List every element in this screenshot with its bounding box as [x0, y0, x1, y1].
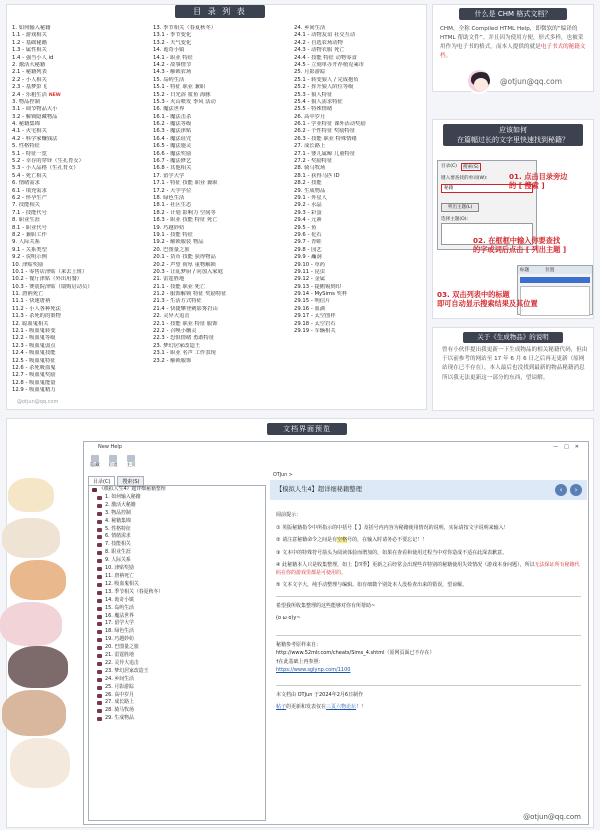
toc-item: 12.3 - 吸血鬼弱点 [12, 342, 56, 349]
toc-item: 29.5 - 鱼 [294, 224, 317, 231]
watermark: @otjun@qq.com [17, 399, 59, 405]
toc-item: 6.2 - 怀孕生产 [12, 194, 47, 201]
toc-item: 23.1 - 职业 名声 工作表现 [153, 350, 216, 357]
toc-item: 12.7 - 吸血鬼奖励 [12, 372, 56, 379]
tree-item[interactable]: 12. 吸血鬼相关 [89, 581, 265, 589]
toc-column-1 [12, 25, 150, 395]
tree-item[interactable]: 20. 巴图量之旅 [89, 644, 265, 652]
tree-item[interactable]: 13. 季节相关（春夏秋冬） [89, 589, 265, 597]
cat-illustration [0, 468, 78, 803]
toc-item: 4. 秘籍集锦 [12, 121, 40, 128]
toc-item: 27.2 - 奖励特征 [294, 158, 333, 165]
toc-item: 29.17 - 太空图样 [294, 313, 336, 320]
toc-item: 12.6 - 杀死吸血鬼 [12, 364, 56, 371]
toc-item: 10.3 - 赛震院津贴（瑞购启动员） [12, 283, 93, 290]
date-text: 本文档由 OTJun 于2024年2月6日制作 [276, 691, 364, 698]
toc-item: 24.2 - 自选农场动物 [294, 39, 343, 46]
toc-item: 24. 乡间生活 [294, 25, 326, 31]
note-3: ③ 文本中的特殊符号箭头为阅读体验而增加的，如果在查看和使用过程当中对你造成不适在此深表歉意。 [276, 549, 508, 556]
tree-item[interactable]: 11. 唐衲死亡 [89, 573, 265, 581]
preview-title: 文档界面预览 [267, 423, 347, 435]
content-heading: 【模拟人生4】超详细秘籍整理 [276, 486, 362, 493]
toc-item: 25.4 - 狼人需求特征 [294, 98, 343, 105]
ref-note: †在此基础上再参照： [276, 658, 324, 665]
toc-item: 23.2 - 解锁服饰 [153, 357, 192, 364]
toc-item: 24.4 - 技能 特征 动物零食 [294, 54, 357, 61]
toc-title: 目 录 列 表 [175, 5, 265, 18]
toc-item: 16.5 - 魔法施灵 [153, 143, 192, 150]
toc-item: 26.2 - 个性特征 奖励特征 [294, 128, 356, 135]
tree-item[interactable]: 10. 津贴奖励 [89, 565, 265, 573]
col-title: 标题 [520, 268, 530, 273]
toc-item: 8.2 - 兼职工作 [12, 231, 47, 238]
toc-item: 10.1 - 零售店津贴（来去上班） [12, 268, 88, 275]
toc-panel [6, 4, 427, 410]
toc-item: 15.2 - 日光浴 鲨鱼 海豚 [153, 91, 211, 98]
toc-item: 24.1 - 动物友谊 社交互动 [294, 32, 356, 39]
tree-root[interactable]: 《模拟人生4》超详细秘籍整理 [89, 486, 265, 494]
toc-item: 12.5 - 吸血鬼特征 [12, 357, 56, 364]
ref-title: 秘籍参考原样来自： [276, 641, 322, 648]
toc-item: 29.4 - 元素 [294, 217, 322, 224]
toc-item: 21. 雷霆胜地 [153, 276, 185, 283]
toc-item: 24.3 - 动物衣服 死亡 [294, 47, 345, 54]
toc-item: 20.1 - 货币 技能 获得物品 [153, 254, 216, 261]
help-toolbar [84, 452, 588, 468]
toc-item: 20.2 - 声望 荷厚 重物解锁 [153, 261, 216, 268]
toc-item: 29.12 - 金属 [294, 276, 326, 283]
toc-item: 5.2 - 幸存的穿铎（生孔育女） [12, 158, 84, 165]
toc-item: 12.8 - 吸血鬼能量 [12, 379, 56, 386]
toc-item: 18.2 - 计划 影响力 空间等 [153, 209, 216, 216]
toc-item: 14.3 - 解锁农场 [153, 69, 192, 76]
toc-item: 29.19 - 车辆相关 [294, 328, 336, 335]
tree-item[interactable]: 3. 物品控制 [89, 510, 265, 518]
toc-item: 3.1 - 调节物品大小 [12, 106, 58, 113]
author-avatar [466, 68, 492, 94]
face-text: (o ω o)y~ [276, 615, 301, 621]
selected-result[interactable] [520, 277, 590, 283]
toc-item: 2.2 - 小人相关 [12, 76, 47, 83]
toc-item: 27.1 - 婴儿属鲸 儿童特征 [294, 150, 356, 157]
toc-item: 16.2 - 魔法等级 [153, 121, 192, 128]
search-label: 键入要查找的单词(W): [441, 176, 488, 181]
toc-item: 15. 岛屿生活 [153, 76, 185, 83]
toc-item: 29.1 - 外星人 [294, 194, 327, 201]
back-arrow-icon[interactable]: ‹ [555, 484, 567, 496]
toc-item: 29.7 - 青蛙 [294, 239, 322, 246]
toc-item: 2.4 - 乐租生活 NEW [12, 91, 61, 98]
author-watermark: @otjun@qq.com [500, 77, 563, 86]
toc-item: 16.8 - 其他相关 [153, 165, 192, 172]
toc-item: 5.1 - 特征一览 [12, 150, 47, 157]
select-topic-label: 选择主题(O): [441, 217, 469, 222]
toc-item: 9.2 - 说明示例 [12, 254, 47, 261]
tab-search[interactable]: 搜索(S) [462, 165, 479, 170]
toc-item: 2.1 - 秘籍列表 [12, 69, 47, 76]
toc-item: 16.6 - 魔法奖励 [153, 150, 192, 157]
toc-item: 29.11 - 昆虫 [294, 268, 326, 275]
toc-item: 21.2 - 服饰解锁 特征 奖励特征 [153, 291, 227, 298]
toc-item: 29.10 - 草药 [294, 261, 326, 268]
toc-item: 9.1 - 关系类型 [12, 246, 47, 253]
toc-column-2 [153, 25, 291, 365]
toc-item: 25.1 - 转变狼人 / 完成抱负 [294, 76, 359, 83]
toc-item: 3.2 - 解锁隐藏物品 [12, 113, 58, 120]
tree-item[interactable]: 4. 秘籍集锦 [89, 518, 265, 526]
toc-item: 10.2 - 餐厅津贴（外出用餐） [12, 276, 83, 283]
toc-item: 18.3 - 职业 技能 特征 死亡 [153, 217, 218, 224]
tree-item[interactable]: 18. 绿色生活 [89, 628, 265, 636]
tree-item[interactable]: 15. 岛屿生活 [89, 605, 265, 613]
search-guide-title: 应该如何 在篇幅过长的文字里快速找到秘籍？ [443, 124, 583, 146]
toc-item: 6.1 - 填充需求 [12, 187, 47, 194]
toc-item: 11.3 - 杀死的的策物 [12, 313, 61, 320]
col-location: 位置 [545, 268, 555, 273]
about-panel [432, 327, 594, 411]
toc-item: 16.1 - 魔法击杀 [153, 113, 192, 120]
toc-item: 23. 梦幻居家改造王 [153, 342, 201, 349]
tree-item[interactable]: 8. 职业生涯 [89, 549, 265, 557]
toc-item: 17. 留学大学 [153, 172, 185, 179]
tab-contents[interactable]: 目录(C) [441, 164, 457, 169]
toc-item: 12.4 - 吸血鬼技能 [12, 350, 56, 357]
chm-text: CHM，全称 Compiled HTML Help，即微软的“编译的 HTML 帮助文件”。并且因为使用方便，形式多样，也被采用作为电子书的格式。而本人提供的就是电子书式的秘籍文档。 [440, 26, 586, 59]
toc-item: 1. 如何输入秘籍 [12, 25, 51, 31]
toc-item: 17.2 - 大学学位 [153, 187, 192, 194]
chm-title: 什么是 CHM 格式文档？ [459, 8, 567, 20]
content-breadcrumb: OTJun > [273, 473, 293, 478]
tree-item[interactable]: 26. 高中岁月 [89, 692, 265, 700]
tree-item[interactable]: 17. 留学大学 [89, 620, 265, 628]
toc-item: 21.3 - 生活方式特征 [153, 298, 202, 305]
toc-item: 25.5 - 特殊情绪 [294, 106, 333, 113]
tree-item[interactable]: 19. 巧越妙妨 [89, 636, 265, 644]
tree-item[interactable]: 25. 月影游踪 [89, 684, 265, 692]
tree-item[interactable]: 2. 激活大秘籍 [89, 502, 265, 510]
toc-item: 22.1 - 技能 职业 特征 服饰 [153, 320, 218, 327]
toc-item: 17.1 - 特征 技能 职业 兼职 [153, 180, 218, 187]
contents-tree[interactable] [88, 485, 266, 821]
window-controls[interactable]: —□✕ [553, 444, 585, 450]
toc-item: 4.2 - 科学家赚钱法 [12, 135, 58, 142]
forward-arrow-icon[interactable]: › [570, 484, 582, 496]
toc-item: 2. 激活大秘籍 [12, 61, 46, 68]
tree-item[interactable]: 24. 乡间生活 [89, 676, 265, 684]
toc-item: 14. 诡奇小镇 [153, 47, 185, 54]
toc-item: 12. 聪血鬼相关 [12, 320, 49, 327]
toc-item: 16. 魔法世界 [153, 106, 185, 113]
toc-item: 11.1 - 快速唐衲 [12, 298, 51, 305]
toc-item: 8. 职业生涯 [12, 217, 40, 224]
toc-item: 12.1 - 吸血鬼转变 [12, 328, 56, 335]
toc-item: 16.3 - 魔法津贴 [153, 128, 192, 135]
note-2: ② 请注意秘籍命令之间是有空格号的，在输入时请务必不要忘记！！ [276, 537, 428, 543]
toc-item: 13.1 - 季节变化 [153, 32, 192, 39]
toc-item: 15.1 - 特征 职业 兼职 [153, 84, 206, 91]
about-text: 曾有小伙伴提出我更新一下生成物品的相关秘籍代码，但由于以前参考的网站至 17 年 6 月 6 日之后再无更新（原网站现在已不存在），本人最后也没找到最新的物品秘籍消息所以我无法更新这一部分的东西，望谅解。 [442, 347, 588, 381]
toc-item: 13.2 - 天气变化 [153, 39, 192, 46]
toc-item: 29.2 - 水晶 [294, 202, 322, 209]
toc-item: 29.14 - MySims 奖杯 [294, 291, 348, 298]
help-content [270, 472, 587, 821]
note-4: ④ 此秘籍本人只是收集整理，如上【四季】更新之后经常会出现些许特别的秘籍使用失效情况（游戏本身问题），所以无法保证所有秘籍代码在你的游戏里都是可使用的。 [276, 562, 580, 576]
toc-item: 19.1 - 技能 特征 [153, 231, 193, 238]
search-guide-panel [432, 119, 594, 319]
tree-item[interactable]: 27. 成长路上 [89, 699, 265, 707]
toolbar-button[interactable]: 后退 [106, 455, 120, 468]
toc-item: 20.3 - 让乱梦厨 / 向加入家庭 [153, 268, 223, 275]
toc-item: 27. 成长路上 [294, 143, 326, 150]
update-text: 帖子的更新和发表仅在三页六物论坛！！ [276, 704, 367, 710]
toc-item: 26.1 - 学业特征 课外活动奖励 [294, 121, 366, 128]
content-body [270, 500, 587, 721]
toc-item: 7. 技能相关 [12, 202, 40, 209]
tree-item[interactable]: 6. 情绪需求 [89, 533, 265, 541]
toc-item: 29.3 - 彩蛋 [294, 209, 322, 216]
tree-item[interactable]: 14. 诡奇小镇 [89, 597, 265, 605]
toc-item: 29.9 - 矗洞 [294, 254, 322, 261]
tree-item[interactable]: 22. 灵异大追击 [89, 660, 265, 668]
toolbar-icon [127, 455, 135, 462]
toc-item: 3. 物品控制 [12, 98, 40, 105]
tree-item[interactable]: 28. 骑马牧场 [89, 707, 265, 715]
toc-item: 19.2 - 解锁服装 物品 [153, 239, 204, 246]
toc-item: 16.7 - 魔法修艺 [153, 158, 192, 165]
toolbar-icon [109, 455, 117, 462]
toc-item: 29.16 - 血滴 [294, 305, 326, 312]
toc-item: 26. 高中岁月 [294, 113, 326, 120]
toc-item: 8.1 - 职业代号 [12, 224, 47, 231]
toc-item: 12.2 - 吸血鬼等级 [12, 335, 56, 342]
toc-item: 10. 津贴奖励 [12, 261, 44, 268]
toc-item: 25.3 - 狼人特征 [294, 91, 333, 98]
tab-search[interactable]: 搜索(S) [117, 476, 144, 487]
tree-item[interactable]: 29. 生成物品 [89, 715, 265, 723]
help-titlebar [84, 442, 588, 452]
toc-item: 9. 人际关系 [12, 239, 40, 246]
callout-step-2: 02. 在框框中输入你要查找 的字或词后点击 [ 列出主题 ] [473, 236, 567, 254]
about-title: 关于《生成物品》的说明 [463, 332, 563, 343]
ref-link-1: http://www.52mlr.com/cheats/Sims_4.shtml（原网页面已不存在） [276, 650, 435, 656]
new-badge: NEW [48, 92, 61, 98]
bottom-watermark: @otjun@qq.com [523, 813, 581, 821]
toolbar-button[interactable]: 主页 [124, 455, 138, 468]
toc-item: 4.1 - 火宅相关 [12, 128, 47, 135]
toc-item: 21.1 - 技能 职业 死亡 [153, 283, 206, 290]
preview-section [6, 418, 594, 828]
toc-item: 28. 骑马牧场 [294, 165, 326, 172]
toc-item: 22. 灵异大追击 [153, 313, 190, 320]
callout-step-1: 01. 点击目录旁边 的 [ 搜索 ] [509, 172, 568, 190]
toc-item: 16.4 - 魔法诅咒 [153, 135, 192, 142]
tree-item[interactable]: 5. 性格特征 [89, 526, 265, 534]
toc-item: 5. 性格特征 [12, 143, 40, 150]
toc-item: 1.3 - 属性相关 [12, 47, 47, 54]
tree-item[interactable]: 7. 技能相关 [89, 541, 265, 549]
toc-item: 13. 季节相关（春夏秋冬） [153, 25, 217, 31]
toc-item: 6. 情绪需求 [12, 180, 40, 187]
toc-item: 19. 巧越妙妨 [153, 224, 185, 231]
toc-item: 26.3 - 技能 职业 特殊情绪 [294, 135, 357, 142]
toc-item: 22.2 - 召唤小幽灵 [153, 328, 197, 335]
window-title: New Help [98, 444, 122, 450]
search-input[interactable]: 秘籍 [441, 184, 533, 193]
toc-item: 12.9 - 吸血鬼精力 [12, 387, 56, 394]
callout-step-3: 03. 双击列表中的标题 即可自动显示搜索结果及其位置 [437, 290, 538, 308]
toc-item: 29.15 - 明信片 [294, 298, 331, 305]
toc-item: 18.1 - 社区生态 [153, 202, 192, 209]
note-5: ⑤ 文本文字大，纯手动整理与编辑。如有细微个别处本人没检查出来的错误，望谅解。 [276, 582, 468, 588]
toc-item: 22.3 - 恐惧情绪 勇敢特征 [153, 335, 215, 342]
help-window [83, 441, 589, 825]
toc-item: 24.5 - 立刻单办开荐植克乘市 [294, 61, 365, 68]
toc-item: 11. 唐衲死亡 [12, 291, 44, 298]
tree-item[interactable]: 16. 魔法世界 [89, 613, 265, 621]
toc-item: 29.8 - 园艺 [294, 246, 322, 253]
toc-item: 28.2 - 技能 [294, 180, 322, 187]
toc-item: 21.4 - 快捷攀登刺影雾岩山 [153, 305, 218, 312]
tree-item[interactable]: 9. 人际关系 [89, 557, 265, 565]
toc-item: 29.6 - 化石 [294, 231, 322, 238]
toc-item: 7.1 - 技能代号 [12, 209, 47, 216]
read-title: 阅前提示： [276, 512, 302, 518]
list-topics-button[interactable]: 列出主题(L) [441, 203, 479, 212]
toolbar-button[interactable]: 隐藏 [88, 455, 102, 468]
tab-contents[interactable]: 目录(C) [88, 476, 115, 487]
toc-item: 29. 生成物品 [294, 187, 326, 194]
toc-item: 15.3 - 火山喷发 季风 活动 [153, 98, 216, 105]
toc-item: 20. 巴图量之旅 [153, 246, 190, 253]
content-banner [270, 480, 587, 500]
wish-text: 希望我所收集整理的这些能够对你有所帮助~ [276, 602, 376, 609]
toc-item: 1.1 - 游戏相关 [12, 32, 47, 39]
toc-item: 18. 绿色生活 [153, 194, 185, 201]
toc-item: 25.2 - 挥升狼人阶位等级 [294, 84, 354, 91]
toc-column-3 [294, 25, 426, 335]
toc-item: 28.1 - 获得马匹 ID [294, 172, 340, 179]
tree-item[interactable]: 21. 雷霆胜地 [89, 652, 265, 660]
toc-item: 29.18 - 太空岩石 [294, 320, 336, 327]
tree-item[interactable]: 1. 如何输入秘籍 [89, 494, 265, 502]
note-1: ① 英版秘籍指令中所指示的中括号【 】及括号内内容为秘籍使用情况的说明，实际请按文字说明来输入！ [276, 524, 509, 531]
toc-item: 25. 月影游踪 [294, 69, 326, 76]
toc-item: 5.3 - 小人品格（生孔育女） [12, 165, 79, 172]
toc-item: 1.4 - 强当小人 id [12, 54, 54, 61]
toc-item: 2.3 - 基梦彭飞 [12, 84, 47, 91]
tree-item[interactable]: 23. 梦幻居家改造王 [89, 668, 265, 676]
ref-link-2[interactable]: https://www.sglynp.com/1100 [276, 667, 351, 673]
toc-item: 29.13 - 提鹅锡到印 [294, 283, 341, 290]
toolbar-icon [91, 455, 99, 462]
toc-item: 5.4 - 死亡相关 [12, 172, 47, 179]
toc-item: 1.2 - 基础秘籍 [12, 39, 47, 46]
toc-item: 11.2 - 小人各种死法 [12, 305, 61, 312]
toc-item: 14.2 - 故事情节 [153, 61, 192, 68]
toc-item: 14.1 - 职业 特征 [153, 54, 193, 61]
